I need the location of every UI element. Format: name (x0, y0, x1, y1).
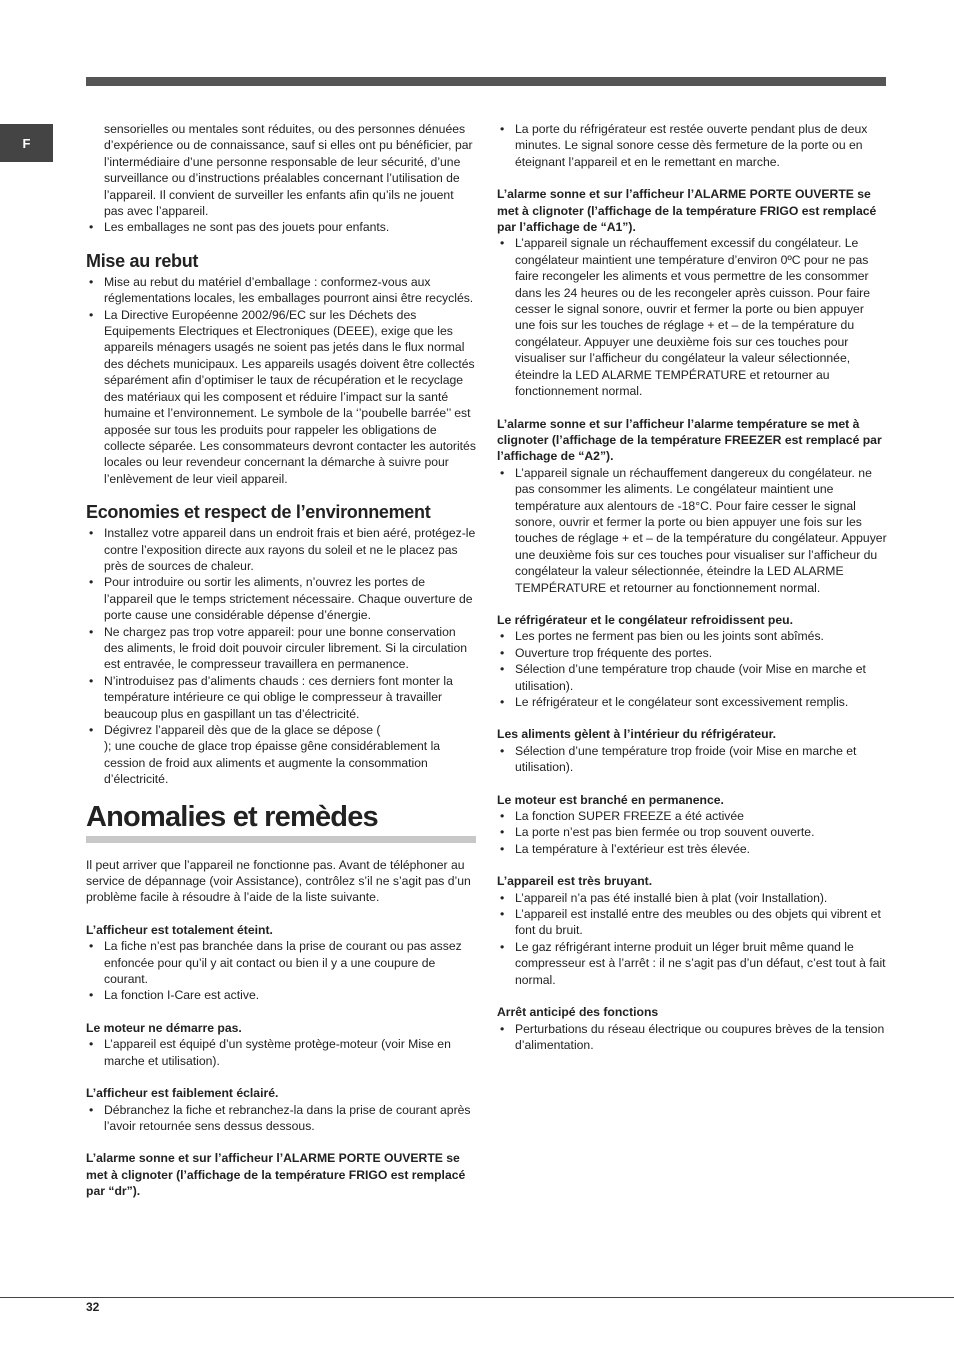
list-item: • Pour introduire ou sortir les aliments, n’ouvrez les portes de l’appareil que le temps strictement nécessaire. Chaque ouverture de porte cause une considérable dépense d’énergie. (86, 574, 476, 623)
list-item: • La fiche n’est pas branchée dans la prise de courant ou pas assez enfoncée pour qu’il y ait contact ou bien il y a une coupure de courant. (86, 938, 476, 987)
language-tab: F (0, 124, 53, 162)
anomalies-intro: Il peut arriver que l’appareil ne fonctionne pas. Avant de téléphoner au service de dépannage (voir Assistance), contrôlez s’il ne s’agit pas d’un problème facile à résoudre à l’aide de la liste suivante. (86, 857, 471, 905)
issue-title: L’alarme sonne et sur l’afficheur l’ALARME PORTE OUVERTE se met à clignoter (l’affichage de la température FRIGO est remplacé par l’affichage de “A1”). (497, 187, 877, 235)
issue-title: L’alarme sonne et sur l’afficheur l’ALARME PORTE OUVERTE se met à clignoter (l’affichage de la température FRIGO est remplacé par “dr”). (86, 1151, 466, 1199)
list-item: • Le gaz réfrigérant interne produit un léger bruit même quand le compresseur est à l’arrêt : il ne s’agit pas d’un défaut, c’est tout à fait normal. (497, 939, 887, 988)
list-item: • Sélection d’une température trop froide (voir Mise en marche et utilisation). (497, 743, 887, 776)
left-column (86, 121, 476, 1200)
list-item: • La porte du réfrigérateur est restée ouverte pendant plus de deux minutes. Le signal sonore cesse dès fermeture de la porte ou en éteignant l’appareil et en le remettant en marche. (497, 121, 887, 170)
issue-title: L’appareil est très bruyant. (497, 874, 653, 889)
right-column (497, 121, 887, 1053)
issue-list (497, 235, 887, 399)
issue-title: L’afficheur est faiblement éclairé. (86, 1086, 279, 1101)
section-title-mise-au-rebut: Mise au rebut (86, 250, 199, 271)
list-item: • L’appareil est installé entre des meubles ou des objets qui vibrent et font du bruit. (497, 906, 887, 939)
issue-list (497, 465, 887, 596)
issue-title: Arrêt anticipé des fonctions (497, 1005, 659, 1020)
list-item: • N’introduisez pas d’aliments chauds : ces derniers font monter la température intérieure ce qui oblige le compresseur à travailler beaucoup plus en gaspillant un tas d’électricité. (86, 673, 476, 722)
list-item: • Perturbations du réseau électrique ou coupures brèves de la tension d’alimentation. (497, 1021, 887, 1054)
page-number: 32 (86, 1300, 100, 1314)
section-title-economies: Economies et respect de l’environnement (86, 502, 431, 523)
chapter-title-underline (86, 836, 476, 843)
list-item: • L’appareil n’a pas été installé bien à plat (voir Installation). (497, 890, 887, 906)
list-item: • Ne chargez pas trop votre appareil: pour une bonne conservation des aliments, le froid doit pouvoir circuler librement. Si la circulation est entravée, le compresseur travaillera en permanence. (86, 624, 476, 673)
list-item: • Mise au rebut du matériel d’emballage : conformez-vous aux réglementations locales, les emballages pourront ainsi être recyclés. (86, 274, 476, 307)
economies-list (86, 525, 476, 788)
issue-title: Le moteur est branché en permanence. (497, 792, 724, 807)
issue-list (497, 628, 887, 710)
issue-list (86, 1102, 476, 1135)
mise-au-rebut-list (86, 274, 476, 487)
list-item: • Les portes ne ferment pas bien ou les joints sont abîmés. (497, 628, 887, 644)
issue-list (497, 808, 887, 857)
list-item: • Installez votre appareil dans un endroit frais et bien aéré, protégez-le contre l’exposition directe aux rayons du soleil et ne le placez pas près de sources de chaleur. (86, 525, 476, 574)
list-item: • Les emballages ne sont pas des jouets pour enfants. (86, 219, 476, 235)
issue-title: L’alarme sonne et sur l’afficheur l’alarme température se met à clignoter (l’affichage de la température FREEZER est remplacé par l’affichage de “A2”). (497, 416, 882, 464)
intro-continuation: sensorielles ou mentales sont réduites, ou des personnes dénuées d’expérience ou de connaissance, sauf si elles ont pu bénéficier, par l’intermédiaire d’une personne responsable de leur sécurité, d’une surveillance ou d’instructions préalables concernant l’utilisation de l’appareil. Il convient de surveiller les enfants afin qu’ils ne jouent pas avec l’appareil. (104, 122, 473, 219)
issue-list (497, 743, 887, 776)
footer-rule (0, 1297, 954, 1298)
issue-title: Le réfrigérateur et le congélateur refroidissent peu. (497, 612, 793, 627)
header-rule (86, 77, 886, 86)
issue-list (86, 1036, 476, 1069)
issue-list (86, 938, 476, 1004)
list-item: • La fonction I-Care est active. (86, 987, 476, 1003)
list-item: • Débranchez la fiche et rebranchez-la dans la prise de courant après l’avoir retournée sens dessus dessous. (86, 1102, 476, 1135)
list-item: • La Directive Européenne 2002/96/EC sur les Déchets des Equipements Electriques et Electroniques (DEEE), exige que les appareils ménagers usagés ne soient pas jetés dans le flux normal des déchets municipaux. Les appareils usagés doivent être collectés séparément afin d’optimiser le taux de récupération et le recyclage des matériaux qui les composent et réduire l’impact sur la santé humaine et l’environnement. Le symbole de la ‘’poubelle barrée’’ est apposée sur tous les produits pour rappeler les obligations de collecte séparée. Les consommateurs devront contacter les autorités locales ou leur revendeur concernant la démarche à suivre pour l’enlèvement de leur vieil appareil. (86, 307, 476, 487)
issue-list (497, 1021, 887, 1054)
chapter-title-anomalies: Anomalies et remèdes (86, 800, 378, 833)
list-item: • L’appareil signale un réchauffement dangereux du congélateur. ne pas consommer les aliments. Le congélateur maintient une température aux alentours de -18°C. Pour faire cesser le signal sonore, ouvrir et fermer la porte ou bien appuyer une fois sur les touches de réglage + et – de la température du congélateur. Appuyer une deuxième fois sur ces touches pour visualiser sur l’afficheur du congélateur la valeur sélectionnée, éteindre la LED ALARME TEMPÉRATURE et retourner au fonctionnement normal. (497, 465, 887, 596)
list-item: • L’appareil signale un réchauffement excessif du congélateur. Le congélateur maintient une température d’environ 0ºC pour ne pas faire recongeler les aliments et vous permettre de les consommer dans les 24 heures ou de les recongeler après cuisson. Pour faire cesser le signal sonore, ouvrir et fermer la porte ou bien appuyer une fois sur les touches de réglage + et – de la température du congélateur. Appuyer une deuxième fois sur ces touches pour visualiser sur l’afficheur du congélateur la valeur sélectionnée, éteindre la LED ALARME TEMPÉRATURE et retourner au fonctionnement normal. (497, 235, 887, 399)
issue-list (497, 890, 887, 988)
intro-bullet-list (86, 219, 476, 235)
issue-title: Les aliments gèlent à l’intérieur du réfrigérateur. (497, 727, 777, 742)
list-item: • La fonction SUPER FREEZE a été activée (497, 808, 887, 824)
issue-title: Le moteur ne démarre pas. (86, 1020, 242, 1035)
list-item: • La température à l’extérieur est très élevée. (497, 841, 887, 857)
list-item: • Sélection d’une température trop chaude (voir Mise en marche et utilisation). (497, 661, 887, 694)
list-item: • La porte n’est pas bien fermée ou trop souvent ouverte. (497, 824, 887, 840)
list-item: • Ouverture trop fréquente des portes. (497, 645, 887, 661)
list-item: • Dégivrez l’appareil dès que de la glace se dépose ( ); une couche de glace trop épaisse gêne considérablement la cession de froid aux aliments et augmente la consommation d’électricité. (86, 722, 476, 788)
list-item: • Le réfrigérateur et le congélateur sont excessivement remplis. (497, 694, 887, 710)
list-item: • L’appareil est équipé d’un système protège-moteur (voir Mise en marche et utilisation). (86, 1036, 476, 1069)
issue-title: L’afficheur est totalement éteint. (86, 922, 273, 937)
issue-list (497, 121, 887, 170)
